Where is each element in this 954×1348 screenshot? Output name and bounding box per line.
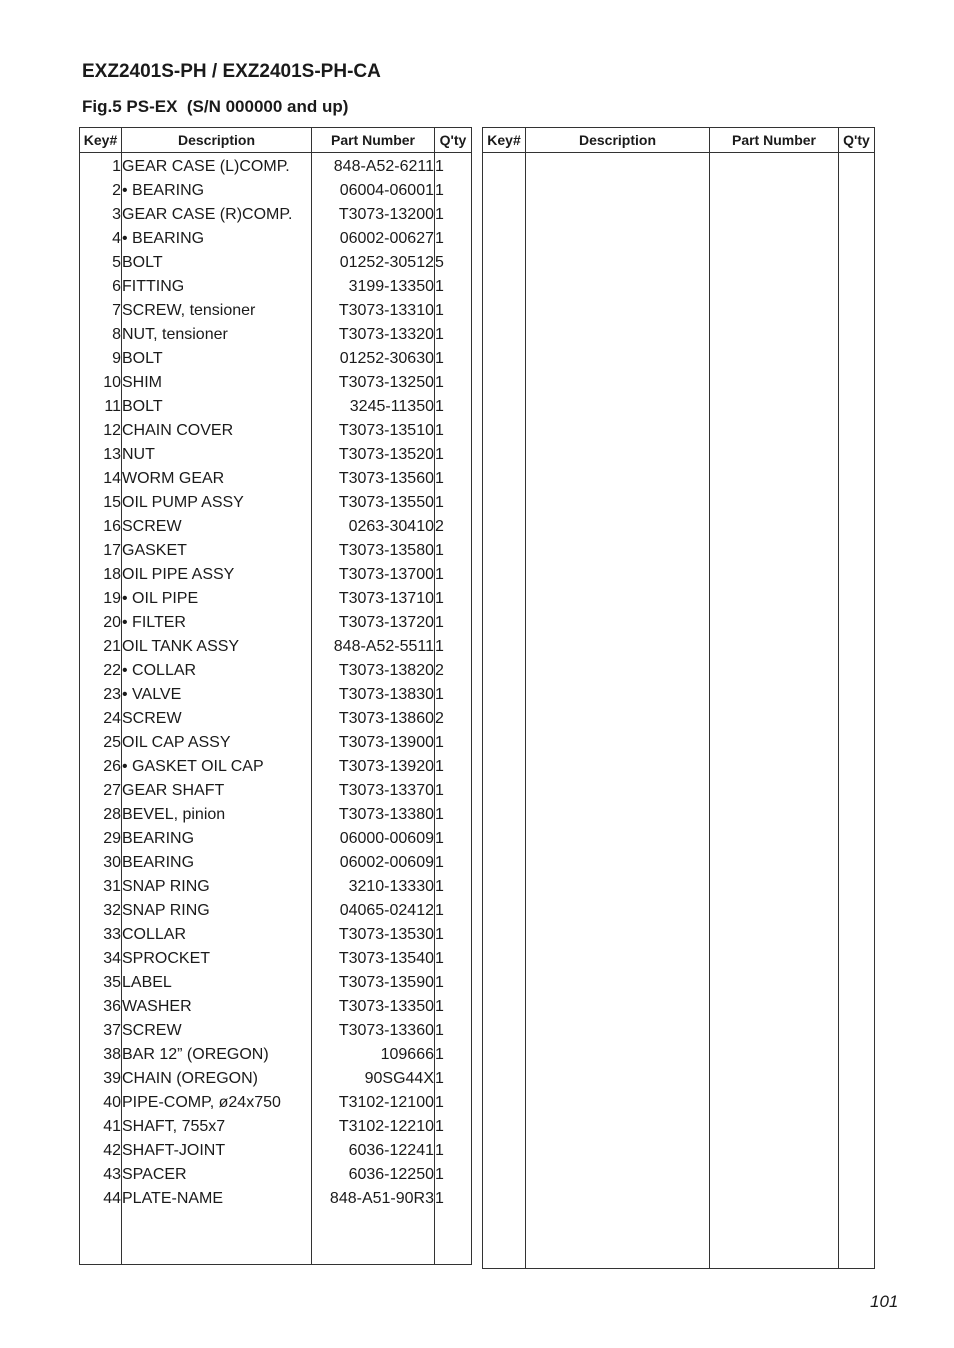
table-row [80, 587, 472, 611]
cell-part-number: T3073-13200 [312, 203, 435, 227]
cell-description: COLLAR [122, 923, 312, 947]
cell-description: BOLT [122, 347, 312, 371]
cell-description: SHIM [122, 371, 312, 395]
cell-key: 34 [80, 947, 122, 971]
cell-description: SHAFT-JOINT [122, 1139, 312, 1163]
cell-qty: 1 [435, 275, 472, 299]
cell-key: 44 [80, 1187, 122, 1211]
table-row [80, 827, 472, 851]
cell-qty: 1 [435, 1115, 472, 1139]
parts-table-body [80, 153, 472, 1265]
column-header-qty: Q'ty [839, 128, 875, 153]
cell-qty: 1 [435, 323, 472, 347]
cell-part-number: 01252-30512 [312, 251, 435, 275]
cell-key: 22 [80, 659, 122, 683]
cell-description: GEAR CASE (L)COMP. [122, 153, 312, 180]
table-row [80, 1187, 472, 1211]
cell-qty: 1 [435, 587, 472, 611]
table-row [80, 539, 472, 563]
cell-description: OIL PUMP ASSY [122, 491, 312, 515]
cell-part-number: T3073-13520 [312, 443, 435, 467]
cell-description: OIL TANK ASSY [122, 635, 312, 659]
cell-key: 2 [80, 179, 122, 203]
cell-part-number: 06000-00609 [312, 827, 435, 851]
cell-part-number: T3073-13360 [312, 1019, 435, 1043]
cell-key: 38 [80, 1043, 122, 1067]
table-row [80, 635, 472, 659]
cell-key: 20 [80, 611, 122, 635]
cell-qty: 2 [435, 707, 472, 731]
table-row [80, 179, 472, 203]
cell-description: WASHER [122, 995, 312, 1019]
table-row [80, 251, 472, 275]
cell-description: SHAFT, 755x7 [122, 1115, 312, 1139]
cell-qty: 1 [435, 1187, 472, 1211]
table-row [80, 1115, 472, 1139]
cell-description: SNAP RING [122, 875, 312, 899]
cell-qty: 1 [435, 779, 472, 803]
cell-key: 32 [80, 899, 122, 923]
cell-key: 16 [80, 515, 122, 539]
table-row [80, 707, 472, 731]
cell-part-number: 3199-13350 [312, 275, 435, 299]
cell-key: 3 [80, 203, 122, 227]
table-row [80, 419, 472, 443]
cell-key: 40 [80, 1091, 122, 1115]
cell-key: 4 [80, 227, 122, 251]
cell-key: 31 [80, 875, 122, 899]
cell-qty: 1 [435, 491, 472, 515]
page-number: 101 [870, 1292, 899, 1311]
cell-key: 30 [80, 851, 122, 875]
empty-cell [80, 1211, 122, 1265]
cell-part-number: T3073-13310 [312, 299, 435, 323]
cell-qty: 1 [435, 371, 472, 395]
cell-qty: 1 [435, 971, 472, 995]
cell-description: SCREW [122, 707, 312, 731]
cell-part-number: T3073-13580 [312, 539, 435, 563]
cell-part-number: 04065-02412 [312, 899, 435, 923]
cell-qty: 2 [435, 515, 472, 539]
cell-part-number: 6036-12241 [312, 1139, 435, 1163]
cell-qty: 1 [435, 995, 472, 1019]
cell-qty: 1 [435, 851, 472, 875]
cell-part-number: 06002-00627 [312, 227, 435, 251]
parts-table-right [482, 127, 875, 1269]
empty-table-row [483, 153, 875, 1269]
parts-table-body-empty [483, 153, 875, 1269]
cell-key: 6 [80, 275, 122, 299]
cell-key: 27 [80, 779, 122, 803]
cell-part-number: T3073-13380 [312, 803, 435, 827]
table-row [80, 299, 472, 323]
table-row [80, 515, 472, 539]
cell-part-number: T3073-13900 [312, 731, 435, 755]
cell-key: 39 [80, 1067, 122, 1091]
cell-description: • FILTER [122, 611, 312, 635]
cell-description: BEVEL, pinion [122, 803, 312, 827]
cell-qty: 1 [435, 875, 472, 899]
column-header-key: Key# [483, 128, 526, 153]
cell-description: NUT [122, 443, 312, 467]
cell-part-number: T3073-13540 [312, 947, 435, 971]
cell-description: WORM GEAR [122, 467, 312, 491]
cell-qty: 1 [435, 1163, 472, 1187]
cell-part-number: T3073-13550 [312, 491, 435, 515]
cell-part-number: T3073-13560 [312, 467, 435, 491]
cell-description: PLATE-NAME [122, 1187, 312, 1211]
cell-description: • GASKET OIL CAP [122, 755, 312, 779]
cell-key: 15 [80, 491, 122, 515]
cell-part-number: 90SG44X [312, 1067, 435, 1091]
empty-cell [122, 1211, 312, 1265]
cell-description: • VALVE [122, 683, 312, 707]
cell-description: • COLLAR [122, 659, 312, 683]
table-row [80, 1043, 472, 1067]
table-row [80, 779, 472, 803]
table-row [80, 347, 472, 371]
cell-key: 8 [80, 323, 122, 347]
cell-qty: 1 [435, 563, 472, 587]
cell-qty: 1 [435, 731, 472, 755]
table-row [80, 563, 472, 587]
table-row [80, 947, 472, 971]
cell-key: 42 [80, 1139, 122, 1163]
empty-cell [435, 1211, 472, 1265]
cell-qty: 1 [435, 299, 472, 323]
cell-part-number: 848-A52-6211 [312, 153, 435, 180]
cell-description: CHAIN (OREGON) [122, 1067, 312, 1091]
cell-qty: 1 [435, 611, 472, 635]
table-row [80, 659, 472, 683]
cell-qty: 1 [435, 827, 472, 851]
table-row [80, 611, 472, 635]
cell-part-number: 3210-13330 [312, 875, 435, 899]
cell-description: CHAIN COVER [122, 419, 312, 443]
cell-key: 24 [80, 707, 122, 731]
cell-key: 23 [80, 683, 122, 707]
cell-key: 37 [80, 1019, 122, 1043]
cell-key: 35 [80, 971, 122, 995]
cell-description: BAR 12” (OREGON) [122, 1043, 312, 1067]
table-row [80, 1139, 472, 1163]
cell-qty: 1 [435, 1139, 472, 1163]
table-row [80, 1163, 472, 1187]
cell-description: SCREW [122, 515, 312, 539]
table-row [80, 899, 472, 923]
cell-part-number: T3073-13510 [312, 419, 435, 443]
cell-description: • BEARING [122, 179, 312, 203]
cell-part-number: 06004-06001 [312, 179, 435, 203]
cell-key: 19 [80, 587, 122, 611]
cell-description: SPACER [122, 1163, 312, 1187]
cell-qty: 1 [435, 203, 472, 227]
cell-key: 14 [80, 467, 122, 491]
table-row [80, 683, 472, 707]
cell-qty: 2 [435, 659, 472, 683]
cell-part-number: 06002-00609 [312, 851, 435, 875]
cell-key: 28 [80, 803, 122, 827]
table-row [80, 803, 472, 827]
cell-description: GEAR SHAFT [122, 779, 312, 803]
table-row [80, 491, 472, 515]
table-row [80, 395, 472, 419]
column-header-description: Description [122, 128, 312, 153]
cell-description: LABEL [122, 971, 312, 995]
table-row [80, 851, 472, 875]
cell-key: 21 [80, 635, 122, 659]
cell-key: 25 [80, 731, 122, 755]
cell-part-number: T3073-13720 [312, 611, 435, 635]
cell-key: 10 [80, 371, 122, 395]
cell-description: NUT, tensioner [122, 323, 312, 347]
cell-key: 7 [80, 299, 122, 323]
cell-qty: 1 [435, 1019, 472, 1043]
cell-part-number: 3245-11350 [312, 395, 435, 419]
cell-key: 11 [80, 395, 122, 419]
cell-description: BEARING [122, 827, 312, 851]
cell-part-number: T3073-13830 [312, 683, 435, 707]
cell-qty: 1 [435, 443, 472, 467]
cell-part-number: T3073-13820 [312, 659, 435, 683]
cell-description: SCREW [122, 1019, 312, 1043]
cell-part-number: T3073-13370 [312, 779, 435, 803]
column-header-description: Description [526, 128, 710, 153]
cell-key: 41 [80, 1115, 122, 1139]
column-header-qty: Q'ty [435, 128, 472, 153]
cell-part-number: T3073-13590 [312, 971, 435, 995]
cell-qty: 1 [435, 467, 472, 491]
table-row [80, 203, 472, 227]
cell-qty: 1 [435, 923, 472, 947]
table-row [80, 731, 472, 755]
cell-qty: 1 [435, 179, 472, 203]
cell-qty: 1 [435, 419, 472, 443]
cell-qty: 1 [435, 347, 472, 371]
cell-description: • BEARING [122, 227, 312, 251]
table-row [80, 1067, 472, 1091]
column-header-part-number: Part Number [710, 128, 839, 153]
cell-qty: 1 [435, 635, 472, 659]
cell-qty: 1 [435, 899, 472, 923]
cell-qty: 1 [435, 539, 472, 563]
cell-qty: 1 [435, 1067, 472, 1091]
empty-cell [312, 1211, 435, 1265]
cell-qty: 1 [435, 153, 472, 180]
cell-description: SCREW, tensioner [122, 299, 312, 323]
document-title: EXZ2401S-PH / EXZ2401S-PH-CA [82, 61, 381, 82]
cell-qty: 1 [435, 227, 472, 251]
cell-description: BOLT [122, 251, 312, 275]
table-row [80, 755, 472, 779]
cell-qty: 1 [435, 395, 472, 419]
cell-part-number: 6036-12250 [312, 1163, 435, 1187]
cell-qty: 1 [435, 755, 472, 779]
cell-part-number: 848-A52-5511 [312, 635, 435, 659]
table-row [80, 153, 472, 180]
cell-description: OIL PIPE ASSY [122, 563, 312, 587]
cell-key: 17 [80, 539, 122, 563]
cell-part-number: 01252-30630 [312, 347, 435, 371]
cell-qty: 5 [435, 251, 472, 275]
cell-part-number: T3073-13700 [312, 563, 435, 587]
cell-qty: 1 [435, 1091, 472, 1115]
table-row [80, 371, 472, 395]
cell-key: 1 [80, 153, 122, 180]
cell-description: BOLT [122, 395, 312, 419]
parts-table-left [79, 127, 472, 1265]
table-row [80, 467, 472, 491]
cell-key: 33 [80, 923, 122, 947]
table-row [80, 995, 472, 1019]
cell-key: 9 [80, 347, 122, 371]
table-row [80, 1091, 472, 1115]
cell-key: 12 [80, 419, 122, 443]
cell-key: 36 [80, 995, 122, 1019]
cell-key: 26 [80, 755, 122, 779]
cell-part-number: T3073-13860 [312, 707, 435, 731]
cell-description: PIPE-COMP, ø24x750 [122, 1091, 312, 1115]
cell-key: 5 [80, 251, 122, 275]
column-header-part-number: Part Number [312, 128, 435, 153]
cell-qty: 1 [435, 1043, 472, 1067]
cell-part-number: T3073-13350 [312, 995, 435, 1019]
cell-description: GEAR CASE (R)COMP. [122, 203, 312, 227]
table-row [80, 923, 472, 947]
cell-key: 13 [80, 443, 122, 467]
table-row [80, 227, 472, 251]
cell-key: 18 [80, 563, 122, 587]
cell-key: 29 [80, 827, 122, 851]
cell-key: 43 [80, 1163, 122, 1187]
cell-description: SNAP RING [122, 899, 312, 923]
cell-part-number: T3102-12210 [312, 1115, 435, 1139]
table-row [80, 323, 472, 347]
cell-part-number: T3073-13320 [312, 323, 435, 347]
table-row [80, 875, 472, 899]
cell-description: FITTING [122, 275, 312, 299]
figure-subtitle: Fig.5 PS-EX (S/N 000000 and up) [82, 97, 349, 116]
table-header-row [483, 128, 875, 153]
cell-part-number: T3073-13530 [312, 923, 435, 947]
cell-description: BEARING [122, 851, 312, 875]
cell-qty: 1 [435, 803, 472, 827]
cell-qty: 1 [435, 947, 472, 971]
cell-part-number: T3102-12100 [312, 1091, 435, 1115]
column-header-key: Key# [80, 128, 122, 153]
table-row [80, 971, 472, 995]
empty-table-row [80, 1211, 472, 1265]
cell-part-number: T3073-13920 [312, 755, 435, 779]
cell-description: OIL CAP ASSY [122, 731, 312, 755]
table-row [80, 275, 472, 299]
table-header-row [80, 128, 472, 153]
cell-description: • OIL PIPE [122, 587, 312, 611]
table-row [80, 443, 472, 467]
cell-part-number: T3073-13250 [312, 371, 435, 395]
cell-qty: 1 [435, 683, 472, 707]
cell-part-number: 848-A51-90R3 [312, 1187, 435, 1211]
cell-part-number: 0263-30410 [312, 515, 435, 539]
table-row [80, 1019, 472, 1043]
cell-part-number: T3073-13710 [312, 587, 435, 611]
cell-part-number: 109666 [312, 1043, 435, 1067]
cell-description: SPROCKET [122, 947, 312, 971]
cell-description: GASKET [122, 539, 312, 563]
